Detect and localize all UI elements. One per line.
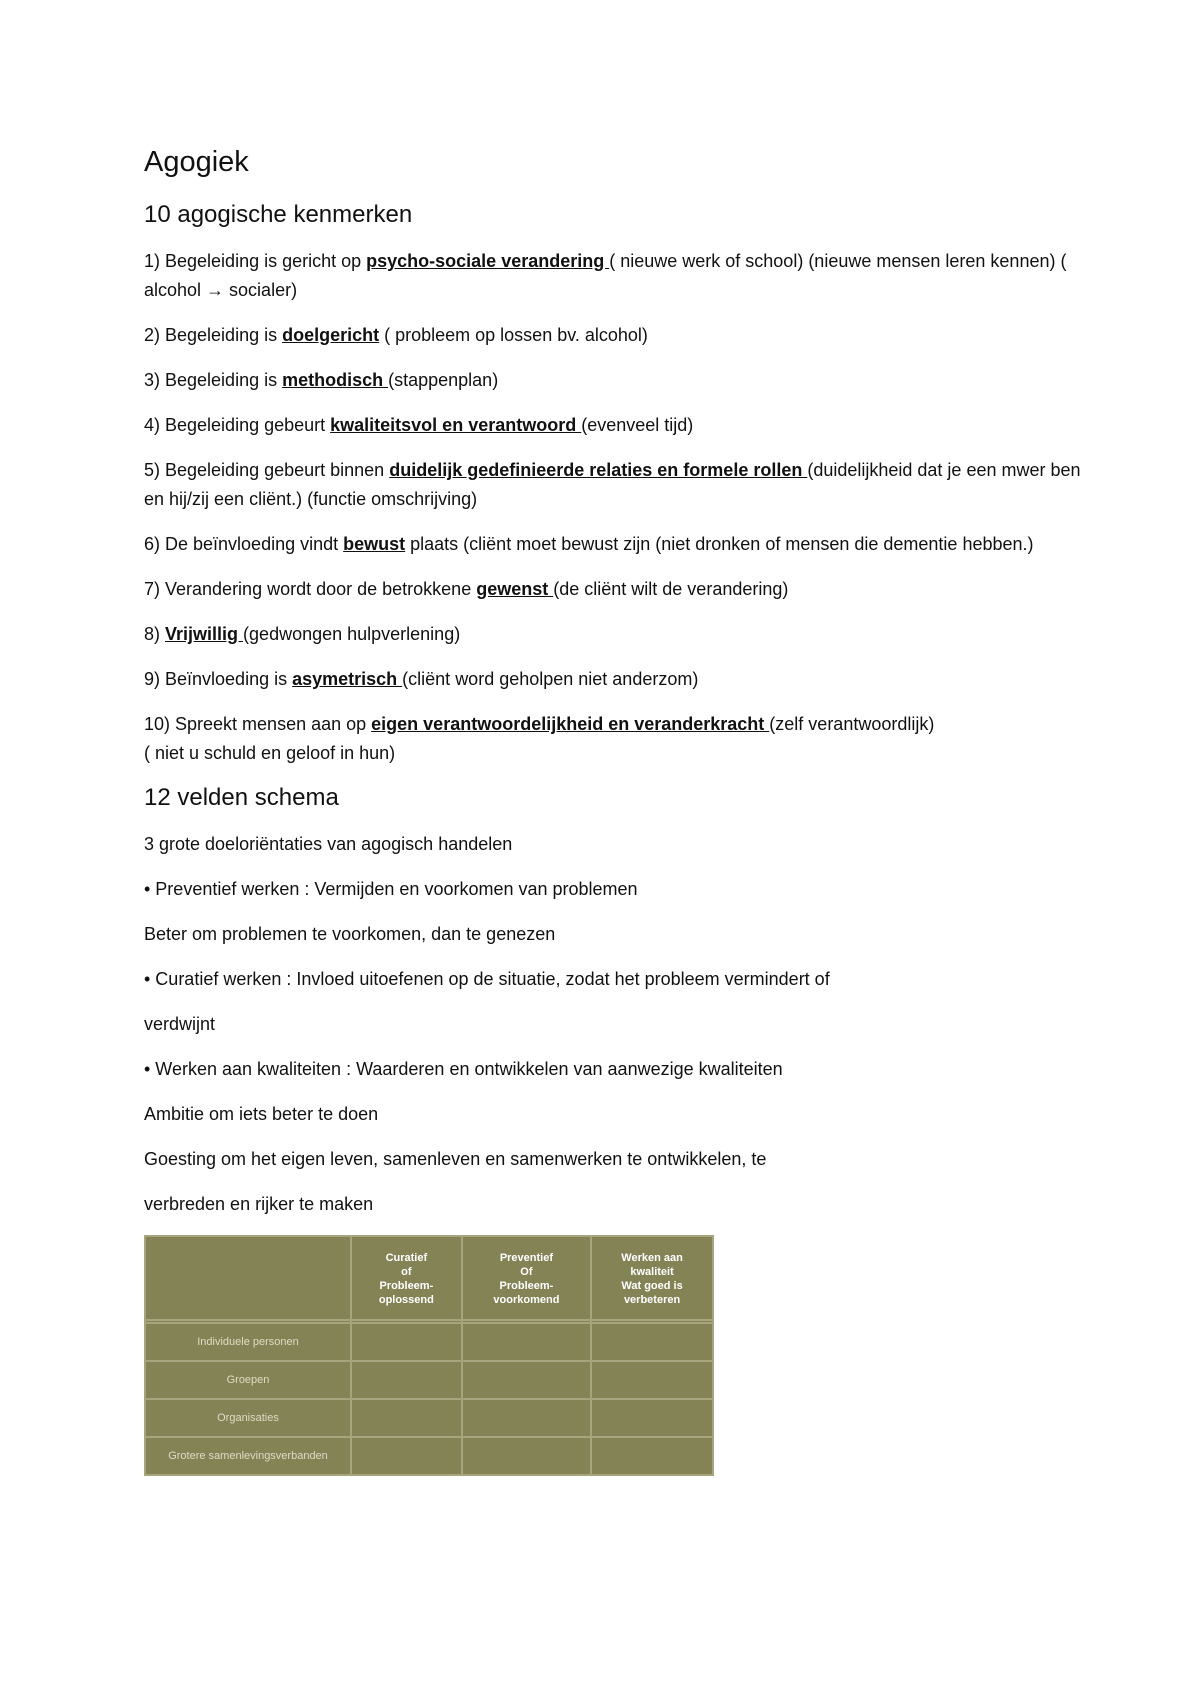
item-text: (stappenplan) (388, 370, 499, 390)
list-item (144, 456, 1090, 514)
item-keyword: eigen verantwoordelijkheid en veranderkracht (371, 714, 770, 734)
item-text: ( probleem op lossen bv. alcohol) (379, 325, 648, 345)
list-item (144, 575, 1090, 604)
list-item (144, 411, 1090, 440)
item-text: 7) Verandering wordt door de betrokkene (144, 579, 477, 599)
schema-text (144, 830, 1090, 1219)
item-text: (cliënt word geholpen niet anderzom) (402, 669, 699, 689)
bullet-kwaliteiten: • Werken aan kwaliteiten : Waarderen en ontwikkelen van aanwezige kwaliteiten (144, 1059, 783, 1079)
table-corner-cell (145, 1236, 351, 1320)
list-item (144, 665, 1090, 694)
row-label: Groepen (145, 1361, 351, 1399)
page-title: Agogiek (144, 146, 249, 178)
paragraph: 3 grote doeloriëntaties van agogisch handelen (144, 834, 513, 854)
table-row (145, 1399, 713, 1437)
arrow-right-icon: → (206, 280, 225, 300)
item-text: plaats (cliënt moet bewust zijn (niet dronken of mensen die dementie hebben.) (405, 534, 1034, 554)
item-keyword: psycho-sociale verandering (366, 251, 610, 271)
list-item (144, 247, 1090, 305)
list-item (144, 710, 1090, 768)
section-heading-kenmerken: 10 agogische kenmerken (144, 201, 413, 228)
item-text: 4) Begeleiding gebeurt (144, 415, 331, 435)
item-text: 2) Begeleiding is (144, 325, 283, 345)
item-text: 6) De beïnvloeding vindt (144, 534, 344, 554)
row-label: Grotere samenlevingsverbanden (145, 1437, 351, 1475)
item-keyword: bewust (343, 534, 406, 554)
table-row (145, 1323, 713, 1361)
item-keyword: asymetrisch (292, 669, 403, 689)
item-text: 5) Begeleiding gebeurt binnen (144, 460, 390, 480)
item-text: (de cliënt wilt de verandering) (553, 579, 789, 599)
column-header-preventief: Preventief Of Probleem- voorkomend (462, 1236, 591, 1320)
item-text: socialer) (224, 280, 298, 300)
item-text: 3) Begeleiding is (144, 370, 283, 390)
list-item (144, 530, 1090, 559)
paragraph: Ambitie om iets beter te doen (144, 1104, 379, 1124)
item-keyword: doelgericht (282, 325, 380, 345)
bullet-preventief: • Preventief werken : Vermijden en voorkomen van problemen (144, 879, 638, 899)
schema-table (144, 1235, 714, 1476)
item-text: 9) Beïnvloeding is (144, 669, 293, 689)
item-text: (duidelijkheid dat je een mwer ben en hij/zij een cliënt.) (functie omschrijving) (144, 460, 1081, 509)
paragraph: Goesting om het eigen leven, samenleven en samenwerken te ontwikkelen, te (144, 1149, 767, 1169)
table-header-row (145, 1236, 713, 1320)
item-text: 8) (144, 624, 166, 644)
item-text: (gedwongen hulpverlening) (243, 624, 461, 644)
item-keyword: methodisch (282, 370, 389, 390)
bullet-curatief: • Curatief werken : Invloed uitoefenen op de situatie, zodat het probleem vermindert of (144, 969, 830, 989)
list-item (144, 366, 1090, 395)
item-text: ( niet u schuld en geloof in hun) (144, 743, 396, 763)
item-keyword: duidelijk gedefinieerde relaties en formele rollen (389, 460, 808, 480)
item-keyword: kwaliteitsvol en verantwoord (330, 415, 582, 435)
paragraph: verdwijnt (144, 1014, 216, 1034)
row-label: Organisaties (145, 1399, 351, 1437)
item-keyword: Vrijwillig (165, 624, 244, 644)
item-text: ( nieuwe werk of school) (nieuwe mensen leren kennen) ( alcohol (144, 251, 1067, 300)
column-header-curatief: Curatief of Probleem- oplossend (351, 1236, 462, 1320)
item-keyword: gewenst (476, 579, 554, 599)
kenmerken-list (144, 247, 1090, 768)
item-text: 1) Begeleiding is gericht op (144, 251, 367, 271)
paragraph: Beter om problemen te voorkomen, dan te genezen (144, 924, 556, 944)
list-item (144, 321, 1090, 350)
table-row (145, 1437, 713, 1475)
item-text: (zelf verantwoordlijk) (769, 714, 935, 734)
paragraph: verbreden en rijker te maken (144, 1194, 374, 1214)
table-row (145, 1361, 713, 1399)
item-text: 10) Spreekt mensen aan op (144, 714, 372, 734)
column-header-kwaliteit: Werken aan kwaliteit Wat goed is verbeteren (591, 1236, 713, 1320)
row-label: Individuele personen (145, 1323, 351, 1361)
list-item (144, 620, 1090, 649)
item-text: (evenveel tijd) (581, 415, 694, 435)
section-heading-schema: 12 velden schema (144, 784, 339, 811)
